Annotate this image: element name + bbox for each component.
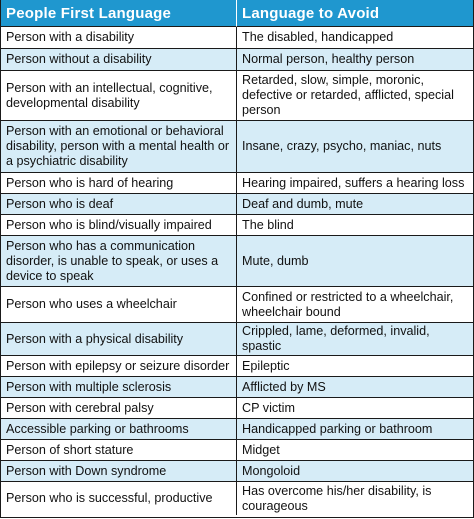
avoid-cell: Retarded, slow, simple, moronic, defective or retarded, afflicted, special person	[242, 73, 454, 117]
people-first-cell: Person with multiple sclerosis	[1, 377, 237, 397]
table-row	[1, 215, 473, 236]
people-first-cell: Person of short stature	[1, 440, 237, 460]
table-row	[1, 377, 473, 398]
avoid-cell: Hearing impaired, suffers a hearing loss	[242, 175, 465, 190]
avoid-cell: Epileptic	[242, 358, 290, 373]
avoid-cell: CP victim	[242, 400, 295, 415]
table-row	[1, 356, 473, 377]
people-first-cell: Person who is successful, productive	[1, 482, 237, 515]
header-language-to-avoid: Language to Avoid	[237, 0, 473, 27]
table-row	[1, 194, 473, 215]
avoid-cell: Handicapped parking or bathroom	[242, 421, 433, 436]
people-first-cell: Person with cerebral palsy	[1, 398, 237, 418]
avoid-cell: Mongoloid	[242, 463, 301, 478]
people-first-cell: Person with an intellectual, cognitive, developmental disability	[1, 71, 237, 120]
table-row	[1, 173, 473, 194]
avoid-cell: The disabled, handicapped	[242, 30, 394, 44]
avoid-cell: Confined or restricted to a wheelchair, wheelchair bound	[242, 289, 454, 319]
avoid-cell: Normal person, healthy person	[242, 52, 415, 66]
people-first-cell: Person with a physical disability	[1, 323, 237, 355]
people-first-cell: Person with an emotional or behavioral disability, person with a mental health or a psychiatric disability	[1, 121, 237, 172]
table-row	[1, 71, 473, 121]
table-row	[1, 287, 473, 323]
avoid-cell: Crippled, lame, deformed, invalid, spastic	[242, 324, 430, 353]
table-row	[1, 236, 473, 287]
table-row	[1, 419, 473, 440]
table-body	[1, 27, 473, 515]
table-header	[1, 0, 473, 27]
people-first-cell: Person who has a communication disorder, is unable to speak, or uses a device to speak	[1, 236, 237, 286]
table-row	[1, 49, 473, 71]
table-row	[1, 27, 473, 49]
people-first-cell: Person with epilepsy or seizure disorder	[1, 356, 237, 376]
people-first-cell: Person with Down syndrome	[1, 461, 237, 481]
people-first-cell: Person without a disability	[1, 49, 237, 70]
avoid-cell: Mute, dumb	[242, 253, 309, 268]
people-first-cell: Person who uses a wheelchair	[1, 287, 237, 322]
avoid-cell: Afflicted by MS	[242, 379, 326, 394]
people-first-cell: Person who is blind/visually impaired	[1, 215, 237, 235]
people-first-cell: Person with a disability	[1, 27, 237, 48]
avoid-cell: Has overcome his/her disability, is courageous	[242, 483, 432, 513]
people-first-cell: Accessible parking or bathrooms	[1, 419, 237, 439]
people-first-cell: Person who is hard of hearing	[1, 173, 237, 193]
table-row	[1, 440, 473, 461]
avoid-cell: The blind	[242, 217, 294, 232]
table-row	[1, 461, 473, 482]
table-row	[1, 121, 473, 173]
table-row	[1, 482, 473, 515]
table-row	[1, 323, 473, 356]
header-people-first-language: People First Language	[1, 0, 237, 27]
people-first-cell: Person who is deaf	[1, 194, 237, 214]
avoid-cell: Insane, crazy, psycho, maniac, nuts	[242, 139, 442, 153]
avoid-cell: Deaf and dumb, mute	[242, 196, 364, 211]
avoid-cell: Midget	[242, 442, 280, 457]
table-row	[1, 398, 473, 419]
